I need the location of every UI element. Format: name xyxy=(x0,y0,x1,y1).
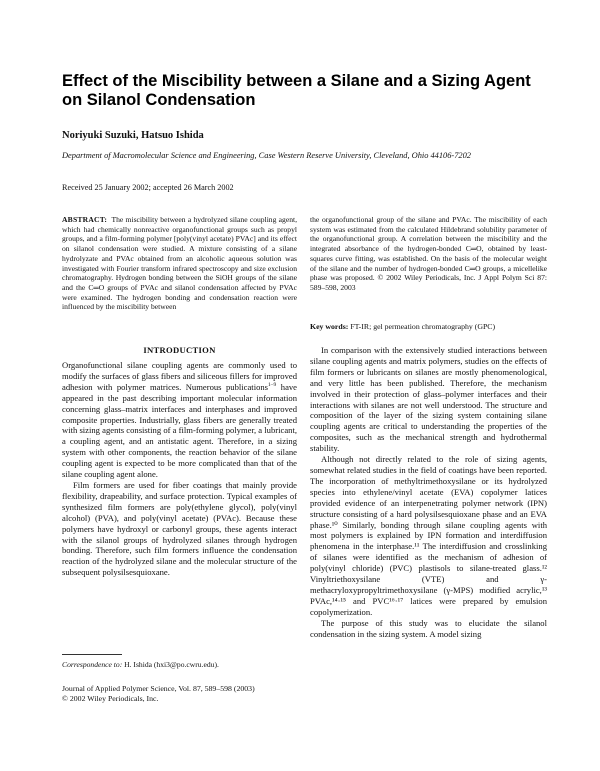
copyright-line: © 2002 Wiley Periodicals, Inc. xyxy=(62,693,159,703)
abstract-text-left: The miscibility between a hydrolyzed silane coupling agent, which had chemically nonreactive organofunctional groups such as propyl groups, and a film-forming polymer [poly(vinyl acetate) PVAc] and its effect on silanol condensation were studied. A mixture consisting of a silane hydrolyzate and PVAc obtained from an alcoholic aqueous solution was investigated with Fourier transform infrared spectroscopy and size exclusion chromatography. Hydrogen bonding between the SiOH groups of the silane and the C═O groups of PVAc and silanol condensation affected by PVAc were examined. The hydrogen bonding and condensation reaction were influenced by the miscibility between xyxy=(62,215,297,312)
paragraph: The purpose of this study was to elucidate the silanol condensation in the sizing system. A model sizing xyxy=(310,617,547,639)
paragraph: Although not directly related to the role of sizing agents, somewhat related studies in the field of coatings have been reported. The incorporation of methyltrimethoxysilane or its hydrolyzed species into ethylene/vinyl acetate (EVA) copolymer latices provided evidence of an interpenetrating polymer network (IPN) structure consisting of a hard polysilsesquioxane phase and an EVA phase.¹⁰ Similarly, bonding through silane coupling agents with most polymers is explained by IPN formation and interdiffusion phenomena in the interphase.¹¹ The interdiffusion and crosslinking of silanes were identified as the mechanism of adhesion of poly(vinyl chloride) (PVC) plastisols to silane-treated glass.¹² Vinyltriethoxysilane (VTE) and γ-methacryloxypropyltrimethoxysilane (γ-MPS) modified acrylic,¹³ PVAc,¹⁴·¹⁵ and PVC¹⁶·¹⁷ latices were prepared by emulsion copolymerization. xyxy=(310,454,547,617)
abstract-left xyxy=(62,215,297,312)
correspondence-footnote xyxy=(62,660,219,669)
body-column-left xyxy=(62,360,297,578)
authors: Noriyuki Suzuki, Hatsuo Ishida xyxy=(62,130,204,141)
abstract-label: ABSTRACT: xyxy=(62,215,108,224)
journal-line: Journal of Applied Polymer Science, Vol. 87, 589–598 (2003) xyxy=(62,684,255,693)
body-column-right xyxy=(310,345,547,639)
keywords-label: Key words: xyxy=(310,322,349,331)
abstract-right xyxy=(310,215,547,293)
correspondence-label: Correspondence to: xyxy=(62,660,123,669)
paragraph: Organofunctional silane coupling agents are commonly used to modify the surfaces of glass fibers and siliceous fillers for improved adhesion with polymer matrices. Numerous publications$^{1-9}$ have appeared in the past describing important molecular information concerning glass–matrix interfaces and interphases and improved composite properties. Industrially, glass fibers are generally treated with sizing agents consisting of a film-forming polymer, a lubricant, a coupling agent, and an antistatic agent. Therefore, in a sizing system with other components, the reaction behavior of the silane coupling agent is expected to be more complicated than that of the silane coupling agent alone. xyxy=(62,360,298,480)
keywords xyxy=(310,322,547,331)
footnote-divider xyxy=(62,654,122,655)
paragraph: Film formers are used for fiber coatings that mainly provide flexibility, drapeability, and surface protection. Typical examples of synthesized film formers are poly(ethylene glycol), poly(vinyl alcohol) (PVA), and poly(vinyl acetate) (PVAc). Because these polymers have hydroxyl or carbonyl groups, these agents interact with the silanol groups of hydrolyzed silanes through hydrogen bonding. Therefore, such film formers influence the condensation reaction of the hydrolyzed silane and the molecular structure of the subsequent polysilsesquioxane. xyxy=(62,479,297,578)
article-title: Effect of the Miscibility between a Silane and a Sizing Agent on Silanol Condensation xyxy=(62,72,531,109)
abstract-text-right: the organofunctional group of the silane and PVAc. The miscibility of each system was estimated from the calculated Hildebrand solubility parameter of the organofunctional group. A correlation between the miscibility and the integrated absorbance of the hydrogen-bonded C═O, obtained by least-squares curve fitting, was established. On the basis of the molecular weight of the silane and the number of hydrogen-bonded C═O groups, a micellelike phase was proposed. © 2002 Wiley Periodicals, Inc. J Appl Polym Sci 87: 589–598, 2003 xyxy=(310,215,547,292)
received-dates: Received 25 January 2002; accepted 26 March 2002 xyxy=(62,183,234,192)
keywords-text: FT-IR; gel permeation chromatography (GPC) xyxy=(350,322,496,331)
journal-citation xyxy=(62,684,302,704)
affiliation: Department of Macromolecular Science and Engineering, Case Western Reserve University, Cleveland, Ohio 44106-7202 xyxy=(62,151,471,160)
section-heading-introduction: INTRODUCTION xyxy=(143,345,216,355)
paragraph: In comparison with the extensively studied interactions between silane coupling agents and matrix polymers, studies on the effects of film formers or lubricants on silanes are mostly phenomenological, and very little has been published. Therefore, the mechanism involved in their protection of glass–polymer interfaces and their interactions with silanes are not well understood. The structure and composition of the layer of the sizing system containing silane coupling agents are critical to understanding the properties of the composites, such as the mechanical strength and hydrothermal stability. xyxy=(310,345,547,454)
correspondence-text: H. Ishida (hxi3@po.cwru.edu). xyxy=(122,660,219,669)
